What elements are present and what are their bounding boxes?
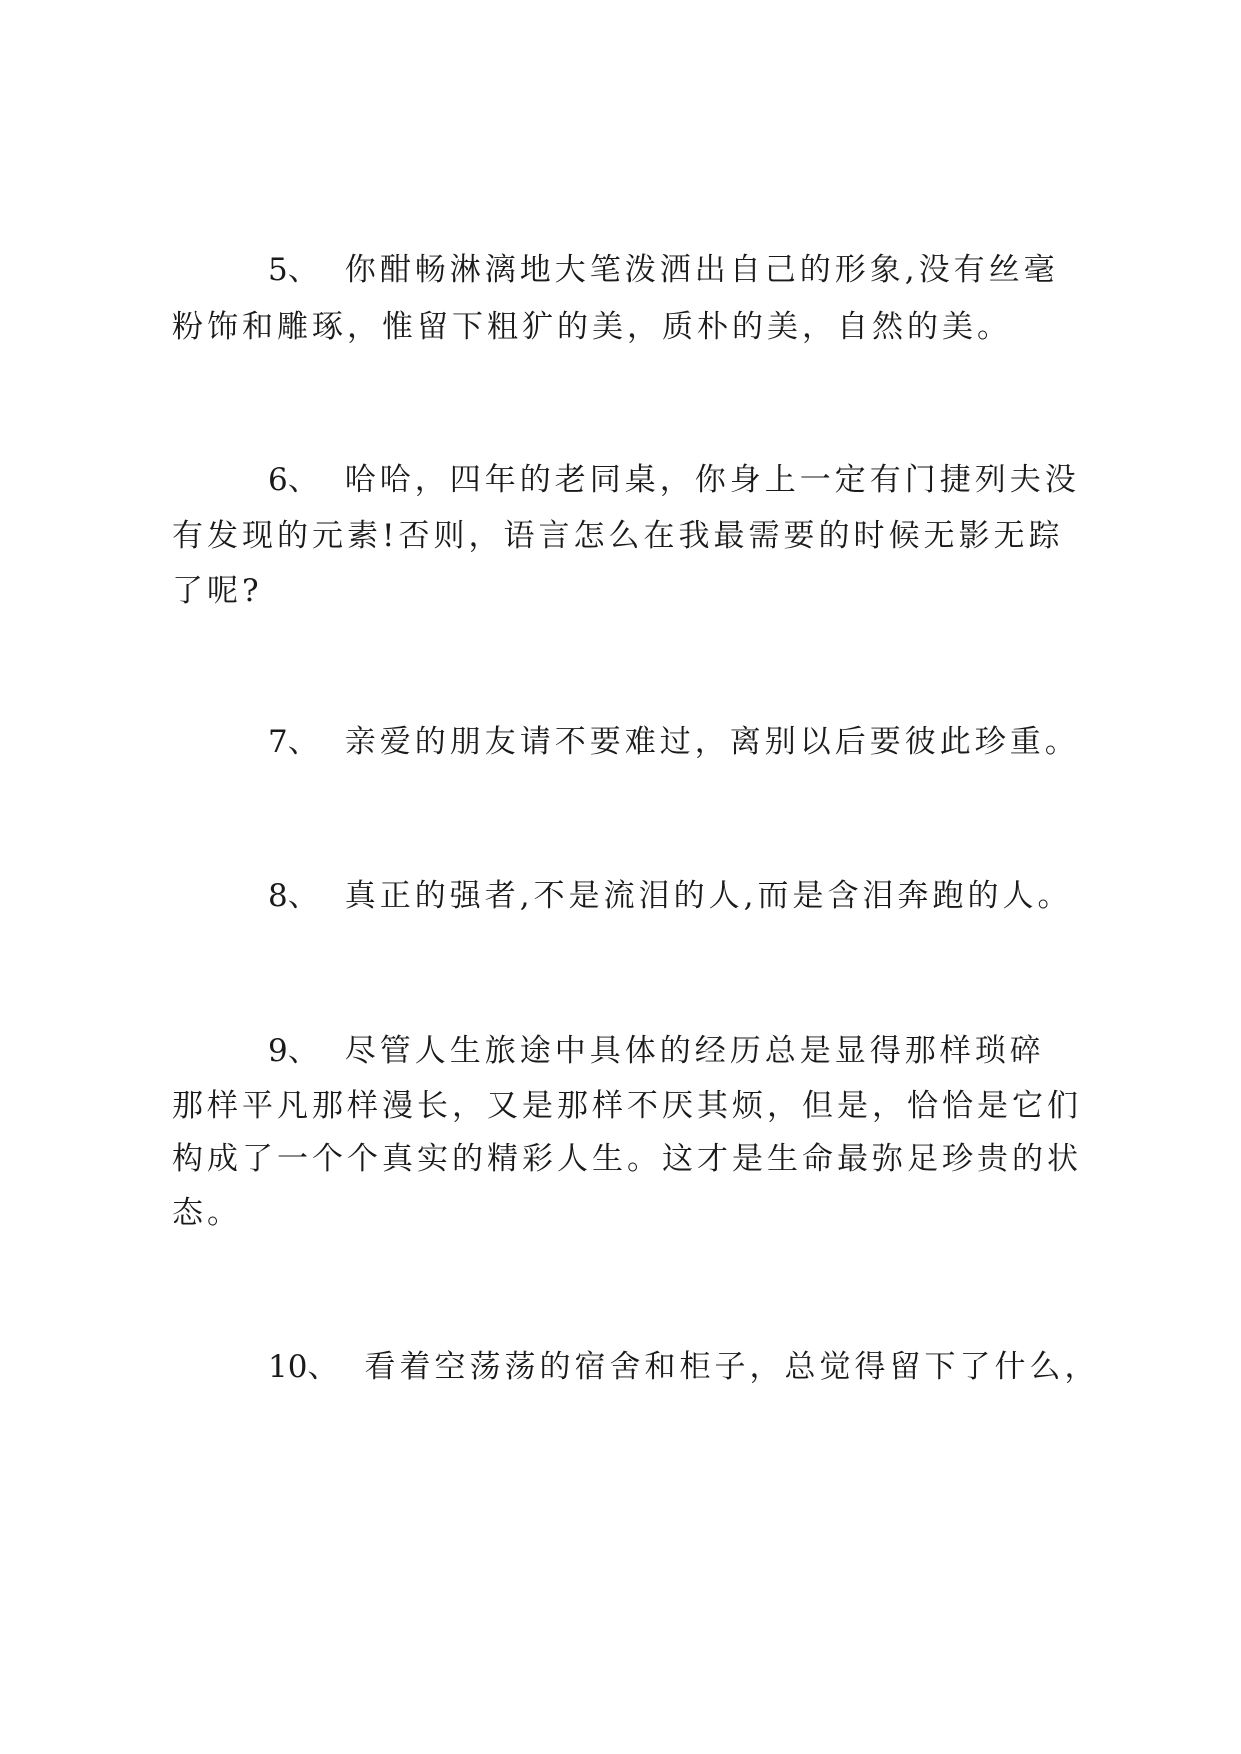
paragraph-9-line-2: 那样平凡那样漫长，又是那样不厌其烦，但是，恰恰是它们 (172, 1088, 1082, 1124)
paragraph-text: 哈哈，四年的老同桌，你身上一定有门捷列夫没 (344, 462, 1080, 498)
paragraph-9-line-1 (268, 1031, 1045, 1071)
paragraph-number: 10、 (268, 1349, 339, 1385)
paragraph-10-line-1 (268, 1347, 1099, 1387)
paragraph-text: 亲爱的朋友请不要难过，离别以后要彼此珍重。 (344, 724, 1080, 760)
paragraph-number: 5、 (268, 252, 319, 288)
paragraph-text: 你酣畅淋漓地大笔泼洒出自己的形象,没有丝毫 (344, 252, 1059, 288)
paragraph-6-line-2: 有发现的元素!否则，语言怎么在我最需要的时候无影无踪 (172, 518, 1064, 554)
paragraph-text: 看着空荡荡的宿舍和柜子，总觉得留下了什么， (364, 1349, 1100, 1385)
paragraph-number: 7、 (268, 724, 319, 760)
paragraph-5-line-2: 粉饰和雕琢，惟留下粗犷的美，质朴的美，自然的美。 (172, 309, 1012, 345)
paragraph-6-line-1 (268, 460, 1080, 500)
paragraph-number: 8、 (268, 878, 319, 914)
paragraph-number: 6、 (268, 462, 319, 498)
paragraph-9-line-4: 态。 (172, 1195, 242, 1231)
paragraph-text: 尽管人生旅途中具体的经历总是显得那样琐碎 (344, 1033, 1045, 1069)
paragraph-6-line-3: 了呢? (172, 573, 263, 609)
paragraph-number: 9、 (268, 1033, 319, 1069)
paragraph-5-line-1 (268, 250, 1059, 290)
paragraph-9-line-3: 构成了一个个真实的精彩人生。这才是生命最弥足珍贵的状 (172, 1141, 1082, 1177)
paragraph-text: 真正的强者,不是流泪的人,而是含泪奔跑的人。 (344, 878, 1073, 914)
paragraph-8-line-1 (268, 876, 1072, 916)
paragraph-7-line-1 (268, 722, 1080, 762)
